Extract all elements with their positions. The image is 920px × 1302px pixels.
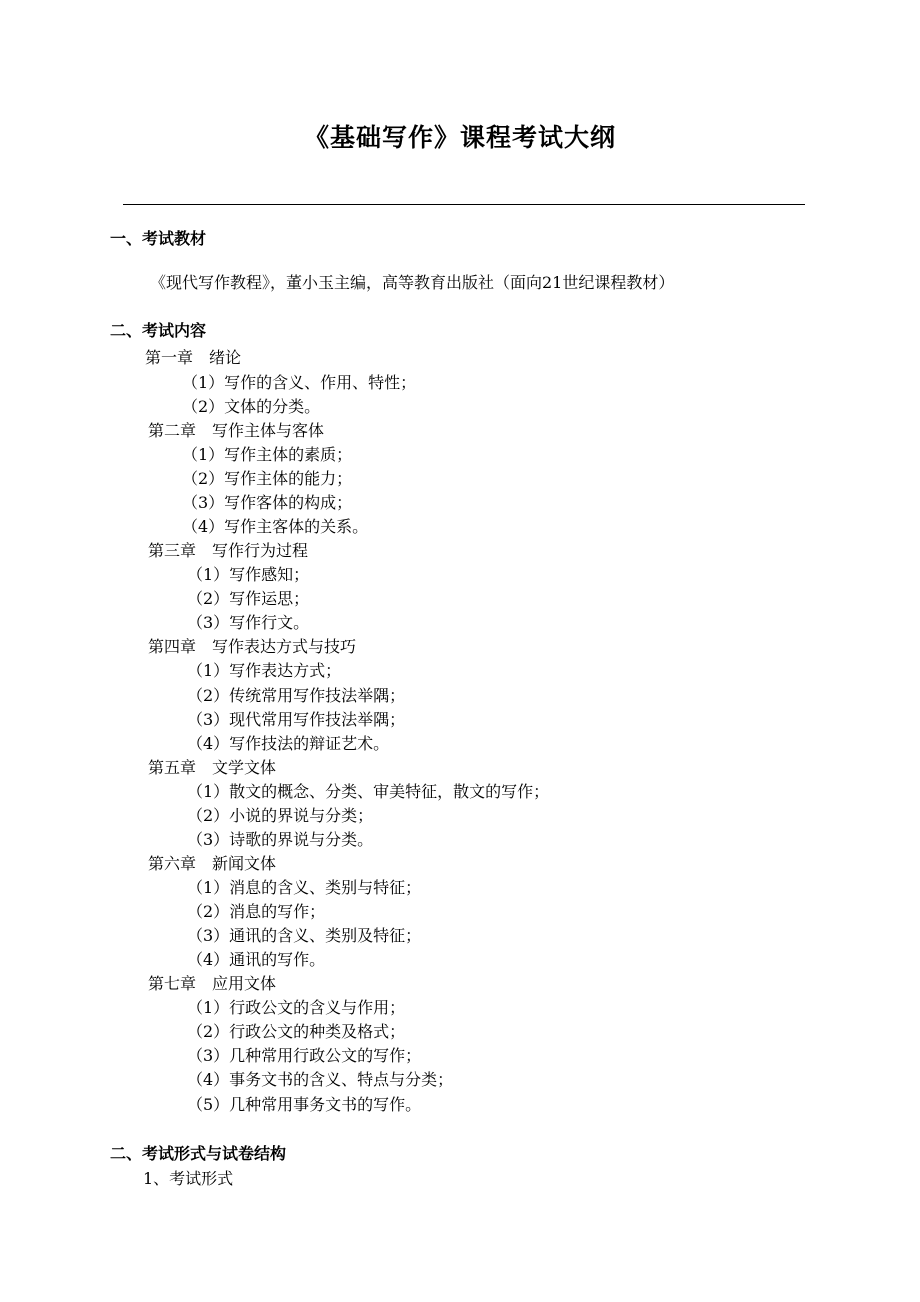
chapter-item: （1）写作感知； — [187, 565, 310, 584]
chapter-item: （1）消息的含义、类别与特征； — [187, 878, 422, 897]
title-divider — [123, 204, 805, 205]
chapter-item: （1）散文的概念、分类、审美特征，散文的写作； — [187, 782, 550, 801]
chapter-title: 第六章 新闻文体 — [148, 854, 277, 873]
section-heading-exam-format: 二、考试形式与试卷结构 — [110, 1144, 287, 1163]
chapter-item: （5）几种常用事务文书的写作。 — [187, 1095, 422, 1114]
chapter-item: （1）行政公文的含义与作用； — [187, 998, 406, 1017]
textbook-reference: 《现代写作教程》，董小玉主编，高等教育出版社（面向21世纪课程教材） — [150, 273, 675, 292]
chapter-title: 第七章 应用文体 — [148, 974, 277, 993]
chapter-title: 第五章 文学文体 — [148, 758, 277, 777]
chapter-title: 第四章 写作表达方式与技巧 — [148, 637, 357, 656]
chapter-title: 第二章 写作主体与客体 — [148, 421, 325, 440]
section-heading-content: 二、考试内容 — [110, 321, 207, 340]
chapter-item: （4）写作主客体的关系。 — [182, 517, 369, 536]
chapter-item: （1）写作的含义、作用、特性； — [182, 373, 417, 392]
chapter-title: 第一章 绪论 — [145, 348, 242, 367]
chapter-item: （2）消息的写作； — [187, 902, 326, 921]
chapter-item: （2）行政公文的种类及格式； — [187, 1022, 406, 1041]
chapter-item: （1）写作表达方式； — [187, 661, 342, 680]
chapter-item: （2）文体的分类。 — [182, 397, 321, 416]
chapter-item: （3）几种常用行政公文的写作； — [187, 1046, 422, 1065]
chapter-item: （2）写作主体的能力； — [182, 469, 353, 488]
chapter-item: （3）写作客体的构成； — [182, 493, 353, 512]
chapter-item: （3）现代常用写作技法举隅； — [187, 710, 406, 729]
chapter-item: （4）通讯的写作。 — [187, 950, 326, 969]
chapter-item: （3）诗歌的界说与分类。 — [187, 830, 374, 849]
chapter-item: （4）写作技法的辩证艺术。 — [187, 734, 390, 753]
chapter-item: （2）传统常用写作技法举隅； — [187, 686, 406, 705]
chapter-item: （3）通讯的含义、类别及特征； — [187, 926, 422, 945]
subsection-title: 1、考试形式 — [143, 1169, 234, 1188]
section-heading-textbook: 一、考试教材 — [110, 229, 207, 248]
document-title: 《基础写作》课程考试大纲 — [303, 123, 616, 152]
chapter-item: （2）小说的界说与分类； — [187, 806, 374, 825]
chapter-item: （3）写作行文。 — [187, 613, 310, 632]
chapter-item: （4）事务文书的含义、特点与分类； — [187, 1070, 454, 1089]
chapter-item: （2）写作运思； — [187, 589, 310, 608]
chapter-item: （1）写作主体的素质； — [182, 445, 353, 464]
chapter-title: 第三章 写作行为过程 — [148, 541, 309, 560]
